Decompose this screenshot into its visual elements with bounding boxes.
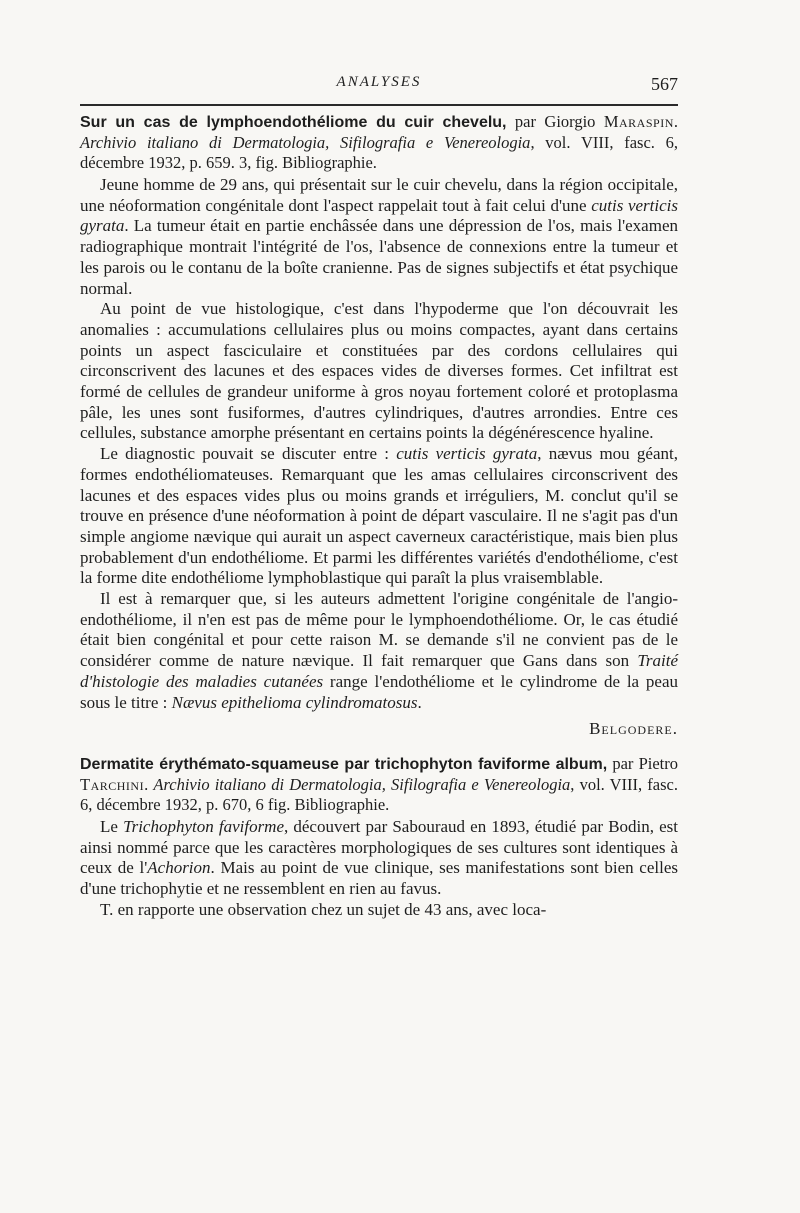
paragraph	[80, 817, 678, 900]
article-trichophyton	[80, 754, 678, 921]
paragraph: T. en rapporte une observation chez un sujet de 43 ans, avec loca-	[100, 899, 547, 919]
paragraph-text: Le diagnostic pouvait se discuter entre :	[100, 444, 397, 464]
paragraph	[80, 175, 678, 299]
paragraph-italic: Nævus epithelioma cylindromatosus	[171, 692, 418, 712]
header-rule	[80, 104, 678, 106]
article-author: Maraspin	[603, 112, 674, 131]
running-title: ANALYSES	[336, 74, 422, 90]
paragraph-text: , découvert par Sabouraud en 1893, étudié par Bodin, est ainsi nommé parce que les caractères morphologiques de ses cultures sont identiques à ceux de l'	[80, 816, 679, 878]
paragraph	[80, 444, 678, 589]
paragraph-text: Jeune homme de 29 ans, qui présentait sur le cuir chevelu, dans la région occipitale, une néoformation congénitale dont l'aspect rappelait tout à fait celui d'une	[80, 175, 678, 215]
paragraph	[80, 589, 678, 713]
article-by: par Pietro	[607, 753, 678, 773]
paragraph-text: .	[417, 692, 422, 712]
article-lymphoendotheliome	[80, 112, 678, 740]
article-heading	[80, 754, 678, 815]
paragraph-italic: Traité d'histologie des maladies cutanées	[80, 651, 678, 691]
paragraph-text: . La tumeur était en partie enchâssée dans une dépression de l'os, mais l'examen radiographique montrait l'intégrité de l'os, l'absence de connexions entre la tumeur et les parois ou le contanu de la boîte cranienne. Pas de signes subjectifs et état psychique normal.	[80, 216, 678, 298]
citation-separator: .	[144, 774, 154, 794]
reviewer-signature: Belgodere.	[589, 719, 678, 739]
page-content	[80, 112, 678, 921]
article-journal: Archivio italiano di Dermatologia, Sifilografia e Venereologia	[153, 774, 571, 794]
paragraph-italic: cutis verticis gyrata	[80, 195, 678, 236]
paragraph-italic: Achorion	[147, 858, 211, 878]
paragraph-italic: cutis verticis gyrata	[396, 444, 538, 464]
citation-separator: .	[673, 112, 678, 131]
paragraph-text: . Mais au point de vue clinique, ses manifestations sont bien celles d'une trichophytie et ne ressemblent en rien au favus.	[80, 858, 678, 899]
paragraph-text: Il est à remarquer que, si les auteurs admettent l'origine congénitale de l'angio-endothéliome, il n'en est pas de même pour le lymphoendothéliome. Or, le cas étudié était bien congénital et pour cette raison M. se demande s'il ne convient pas de le considérer comme de nature nævique. Il fait remarquer que Gans dans son	[80, 589, 678, 671]
paragraph-text: range l'endothéliome et le cylindrome de la peau sous le titre :	[80, 671, 678, 712]
page-number: 567	[651, 74, 678, 94]
article-citation: , vol. VIII, fasc. 6, décembre 1932, p. 670, 6 fig. Bibliographie.	[80, 774, 679, 814]
paragraph: Au point de vue histologique, c'est dans l'hypoderme que l'on découvrait les anomalies : accumulations cellulaires plus ou moins compactes, ayant dans certains points un aspect fasciculaire et constituées par des cordons cellulaires qui circonscrivent des lacunes et des espaces vides de diverses formes. Cet infiltrat est formé de cellules de grandeur uniforme à gros noyau fortement coloré et protoplasma pâle, les unes sont fusiformes, d'autres cylindriques, d'autres arrondies. Entre ces cellules, substance amorphe présentant en certains points la dégénérescence hyaline.	[80, 299, 678, 443]
page-header	[80, 74, 678, 102]
paragraph-italic: Trichophyton faviforme	[123, 816, 285, 836]
paragraph-text: , nævus mou géant, formes endothéliomateuses. Remarquant que les amas cellulaires circonscrivent des lacunes et des espaces vides plus ou moins grands et irréguliers, M. conclut qu'il se trouve en présence d'une néoformation à point de départ vasculaire. Il ne s'agit pas d'un simple angiome nævique qui aurait un aspect caverneux caractéristique, mais bien plus probablement d'un endothéliome. Et parmi les différentes variétés d'endothéliome, c'est la forme dite endothéliome lymphoblastique qui paraît la plus vraisemblable.	[80, 444, 678, 588]
article-heading	[80, 112, 678, 173]
article-by: par Giorgio	[506, 112, 604, 131]
article-title: Dermatite érythémato-squameuse par trichophyton faviforme album,	[80, 755, 608, 773]
article-citation: , vol. VIII, fasc. 6, décembre 1932, p. 659. 3, fig. Bibliographie.	[80, 133, 678, 172]
article-journal: Archivio italiano di Dermatologia, Sifilografia e Venereologia	[80, 133, 531, 152]
paragraph-text: Le	[100, 816, 124, 836]
article-title: Sur un cas de lymphoendothéliome du cuir chevelu,	[80, 114, 507, 131]
article-author: Tarchini	[80, 774, 145, 794]
